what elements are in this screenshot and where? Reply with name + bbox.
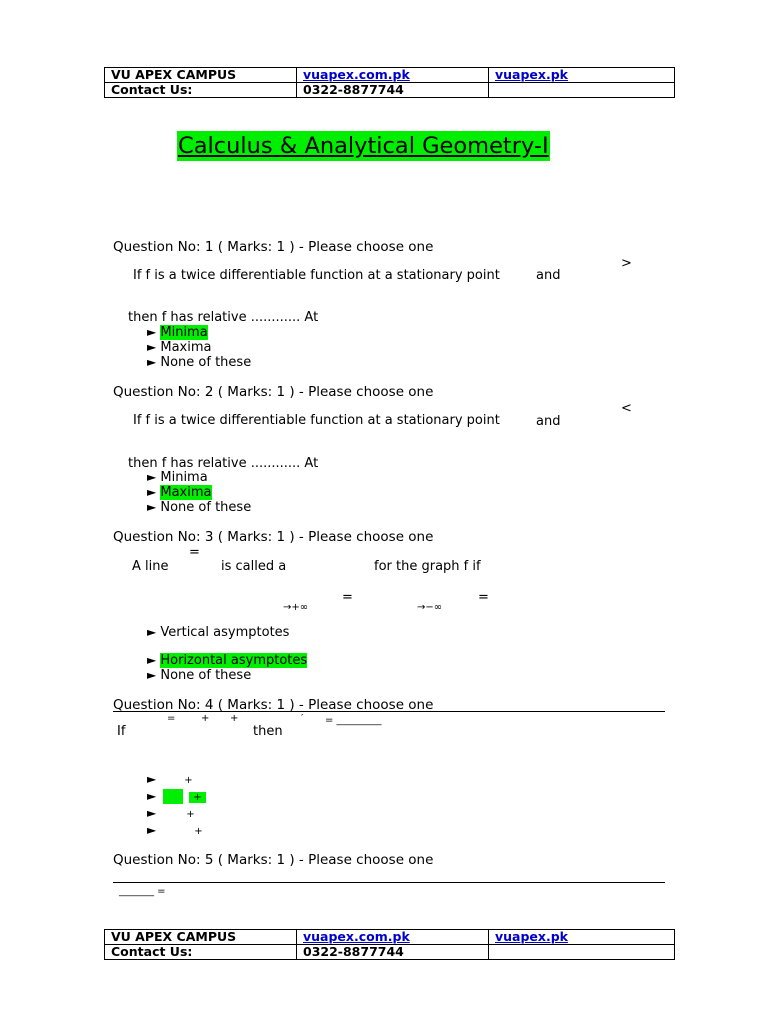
q4-option-4[interactable]: ► + (147, 823, 203, 837)
q5-blank: _______ = (119, 886, 166, 897)
q4-then: then (253, 724, 283, 739)
q4-option-1[interactable]: ► + (147, 772, 193, 786)
q2-option-3[interactable]: ► None of these (147, 500, 252, 515)
site-link-1[interactable]: vuapex.com.pk (303, 67, 410, 82)
q3-header: Question No: 3 ( Marks: 1 ) - Please choose one (113, 529, 434, 545)
contact-label: Contact Us: (105, 83, 297, 98)
empty-cell-bottom (489, 945, 675, 960)
q4-plus-2: + (230, 713, 239, 724)
site-link-2[interactable]: vuapex.pk (495, 67, 568, 82)
q3-eq: = (189, 545, 200, 560)
q1-header: Question No: 1 ( Marks: 1 ) - Please choose one (113, 239, 434, 255)
phone-number: 0322-8877744 (297, 83, 489, 98)
q2-option-1[interactable]: ► Minima (147, 470, 208, 485)
q1-option-2[interactable]: ► Maxima (147, 340, 212, 355)
q3-option-2[interactable]: ► Horizontal asymptotes (147, 653, 308, 668)
q2-then: then f has relative ............ At (128, 456, 319, 471)
q3-option-1[interactable]: ► Vertical asymptotes (147, 625, 290, 640)
q4-if: If (117, 724, 126, 739)
q3-a-line: A line (132, 559, 169, 574)
q1-gt: > (621, 256, 632, 271)
q4-header: Question No: 4 ( Marks: 1 ) - Please choose one (113, 697, 434, 713)
empty-cell (489, 83, 675, 98)
q4-prime: ′ (301, 713, 304, 724)
q1-option-3[interactable]: ► None of these (147, 355, 252, 370)
phone-number-bottom: 0322-8877744 (297, 945, 489, 960)
q3-limit-plus-inf: →+∞ (283, 602, 309, 613)
q4-plus-1: + (201, 713, 210, 724)
campus-name: VU APEX CAMPUS (105, 68, 297, 83)
q2-header: Question No: 2 ( Marks: 1 ) - Please choose one (113, 384, 434, 400)
q2-option-2[interactable]: ► Maxima (147, 485, 212, 500)
q1-option-1[interactable]: ► Minima (147, 325, 208, 340)
site-link-2-bottom[interactable]: vuapex.pk (495, 929, 568, 944)
q5-rule (113, 882, 665, 883)
q3-eq2: = (342, 590, 353, 605)
q3-is-called: is called a (221, 559, 287, 574)
q4-option-2[interactable]: ► + (147, 789, 206, 804)
q1-then: then f has relative ............ At (128, 310, 319, 325)
page-title: Calculus & Analytical Geometry-I (178, 133, 549, 159)
q4-eq-blank: = _________ (325, 715, 382, 726)
q4-option-3[interactable]: ► + (147, 806, 195, 820)
q3-eq3: = (478, 590, 489, 605)
site-link-1-bottom[interactable]: vuapex.com.pk (303, 929, 410, 944)
q4-underline (113, 711, 665, 712)
q3-limit-minus-inf: →−∞ (417, 602, 443, 613)
header-table-top (104, 67, 675, 98)
contact-label-bottom: Contact Us: (105, 945, 297, 960)
q1-and: and (536, 268, 561, 283)
campus-name-bottom: VU APEX CAMPUS (105, 930, 297, 945)
q2-stem: If f is a twice differentiable function at a stationary point (133, 413, 500, 428)
header-table-bottom (104, 929, 675, 960)
q1-stem: If f is a twice differentiable function at a stationary point (133, 268, 500, 283)
q3-for-graph: for the graph f if (374, 559, 481, 574)
q2-lt: < (621, 401, 632, 416)
q2-and: and (536, 414, 561, 429)
q4-eq: = (167, 713, 176, 724)
q3-option-3[interactable]: ► None of these (147, 668, 252, 683)
q5-header: Question No: 5 ( Marks: 1 ) - Please choose one (113, 852, 434, 868)
